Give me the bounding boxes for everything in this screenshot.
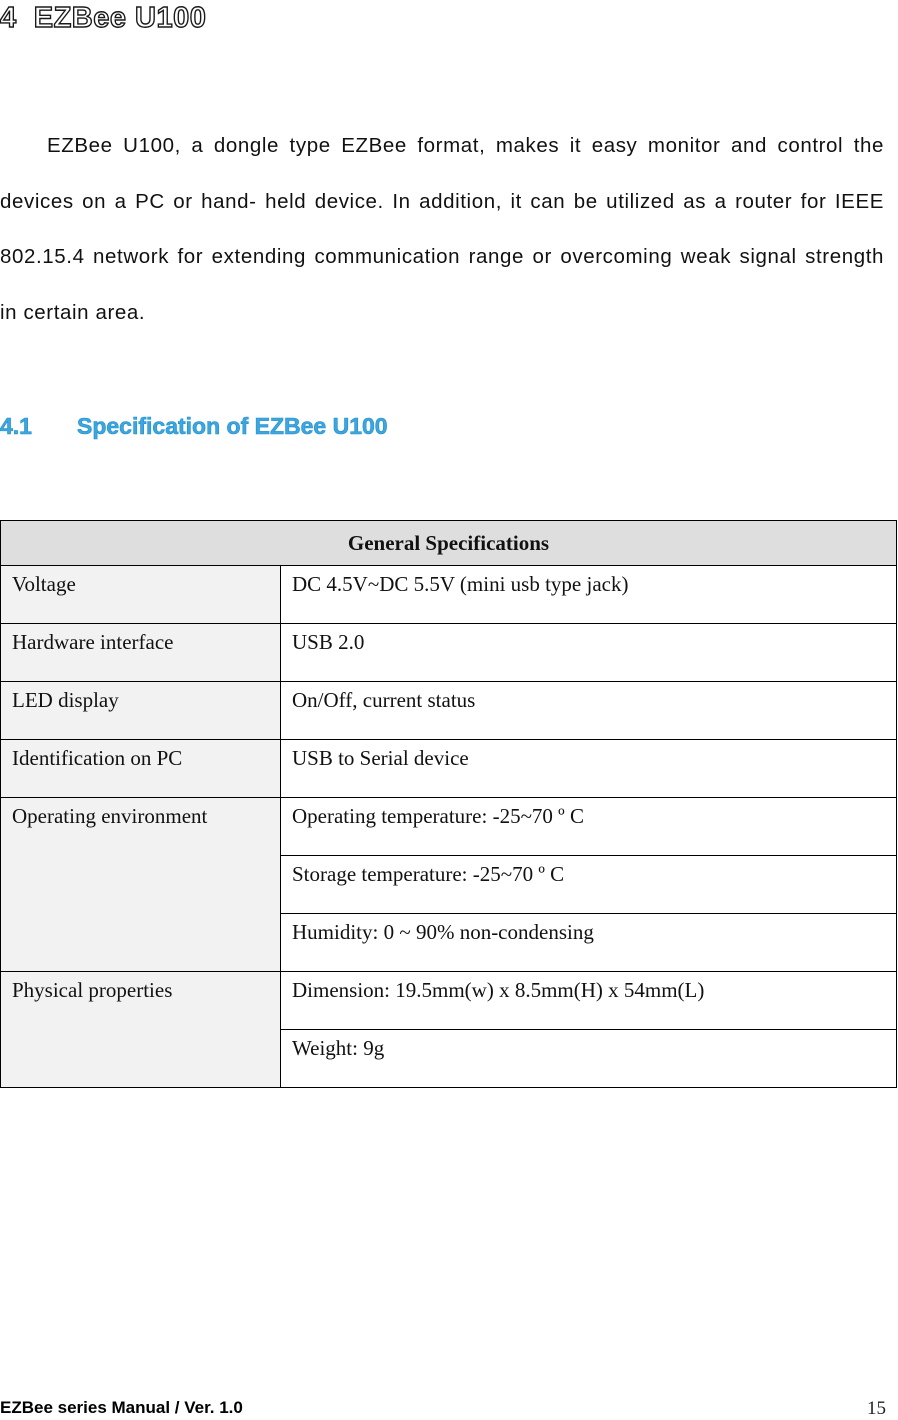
row-value: Dimension: 19.5mm(w) x 8.5mm(H) x 54mm(L): [281, 972, 897, 1030]
row-label: Identification on PC: [1, 740, 281, 798]
page-number: 15: [867, 1398, 886, 1419]
row-label: Operating environment: [1, 798, 281, 972]
chapter-title: 4 EZBee U100: [0, 2, 207, 34]
table-row: [1, 972, 897, 1030]
row-value: Humidity: 0 ~ 90% non-condensing: [281, 914, 897, 972]
row-label: Voltage: [1, 566, 281, 624]
section-number: 4.1: [0, 413, 32, 439]
row-value: On/Off, current status: [281, 682, 897, 740]
spec-table-header: General Specifications: [1, 521, 897, 566]
row-value: USB 2.0: [281, 624, 897, 682]
table-row: [1, 740, 897, 798]
section-title-text: Specification of EZBee U100: [77, 413, 388, 439]
row-label: Hardware interface: [1, 624, 281, 682]
section-heading: [0, 413, 388, 440]
row-value: USB to Serial device: [281, 740, 897, 798]
row-value: Storage temperature: -25~70 º C: [281, 856, 897, 914]
intro-paragraph: EZBee U100, a dongle type EZBee format, makes it easy monitor and control the devices on a PC or hand- held device. In addition, it can be utilized as a router for IEEE 802.15.4 network for extending communication range or overcoming weak signal strength in certain area.: [0, 134, 884, 324]
row-value: DC 4.5V~DC 5.5V (mini usb type jack): [281, 566, 897, 624]
spec-table-header-row: [1, 521, 897, 566]
table-row: [1, 624, 897, 682]
footer-manual-version: EZBee series Manual / Ver. 1.0: [0, 1398, 243, 1417]
table-row: [1, 566, 897, 624]
row-label: LED display: [1, 682, 281, 740]
table-row: [1, 798, 897, 856]
row-label: Physical properties: [1, 972, 281, 1088]
spec-table: [0, 520, 897, 1088]
table-row: [1, 682, 897, 740]
row-value: Weight: 9g: [281, 1030, 897, 1088]
row-value: Operating temperature: -25~70 º C: [281, 798, 897, 856]
